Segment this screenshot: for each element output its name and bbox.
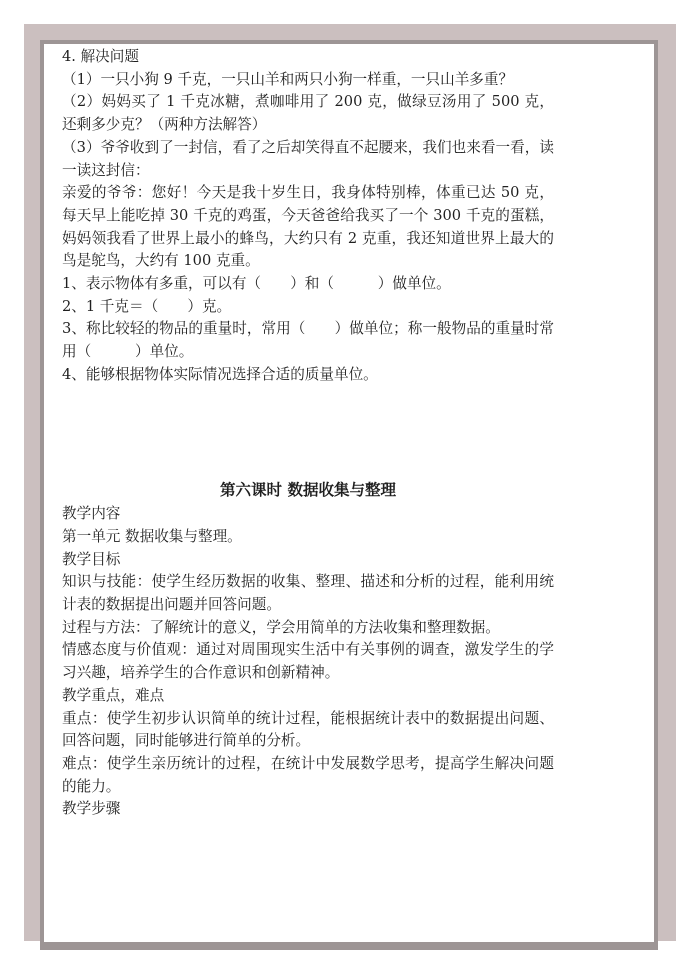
fill-item-3: 3、称比较轻的物品的重量时，常用（ ）做单位；称一般物品的重量时常用（ ）单位。 bbox=[62, 320, 554, 361]
goal-emotion: 情感态度与价值观：通过对周围现实生活中有关事例的调查，激发学生的学习兴趣，培养学生的合作意识和创新精神。 bbox=[62, 641, 554, 682]
fill-item-2: 2、1 千克＝（ ）克。 bbox=[62, 297, 232, 315]
question-3: （3）爷爷收到了一封信，看了之后却笑得直不起腰来，我们也来看一看，读一读这封信： bbox=[62, 138, 554, 179]
section-heading: 4. 解决问题 bbox=[62, 48, 139, 65]
fill-item-4: 4、能够根据物体实际情况选择合适的质量单位。 bbox=[62, 365, 378, 383]
steps-label: 教学步骤 bbox=[62, 800, 121, 818]
content-text: 第一单元 数据收集与整理。 bbox=[62, 527, 242, 545]
key-point: 重点：使学生初步认识简单的统计过程，能根据统计表中的数据提出问题、回答问题，同时能够进行简单的分析。 bbox=[62, 709, 554, 750]
section-spacer bbox=[62, 387, 554, 479]
question-1: （1）一只小狗 9 千克，一只山羊和两只小狗一样重，一只山羊多重？ bbox=[62, 70, 514, 88]
question-2: （2）妈妈买了 1 千克冰糖，煮咖啡用了 200 克，做绿豆汤用了 500 克，还剩多少克？（两种方法解答） bbox=[62, 93, 554, 134]
letter-text: 亲爱的爷爷：您好！今天是我十岁生日，我身体特别棒，体重已达 50 克，每天早上能吃掉 30 千克的鸡蛋，今天爸爸给我买了一个 300 千克的蛋糕，妈妈领我看了世界上最小的蜂鸟，大约只有 2 克重，我还知道世界上最大的鸟是鸵鸟，大约有 100 克重。 bbox=[62, 184, 554, 270]
lesson-title: 第六课时 数据收集与整理 bbox=[220, 480, 396, 499]
content-label: 教学内容 bbox=[62, 505, 121, 523]
keypoints-label: 教学重点，难点 bbox=[62, 686, 165, 704]
fill-item-1: 1、表示物体有多重，可以有（ ）和（ ）做单位。 bbox=[62, 275, 451, 293]
goal-knowledge: 知识与技能：使学生经历数据的收集、整理、描述和分析的过程，能利用统计表的数据提出问题并回答问题。 bbox=[62, 573, 554, 614]
document-content bbox=[62, 46, 554, 821]
goal-process: 过程与方法：了解统计的意义，学会用简单的方法收集和整理数据。 bbox=[62, 618, 500, 636]
goals-label: 教学目标 bbox=[62, 550, 121, 568]
difficult-point: 难点：使学生亲历统计的过程，在统计中发展数学思考，提高学生解决问题的能力。 bbox=[62, 754, 554, 795]
